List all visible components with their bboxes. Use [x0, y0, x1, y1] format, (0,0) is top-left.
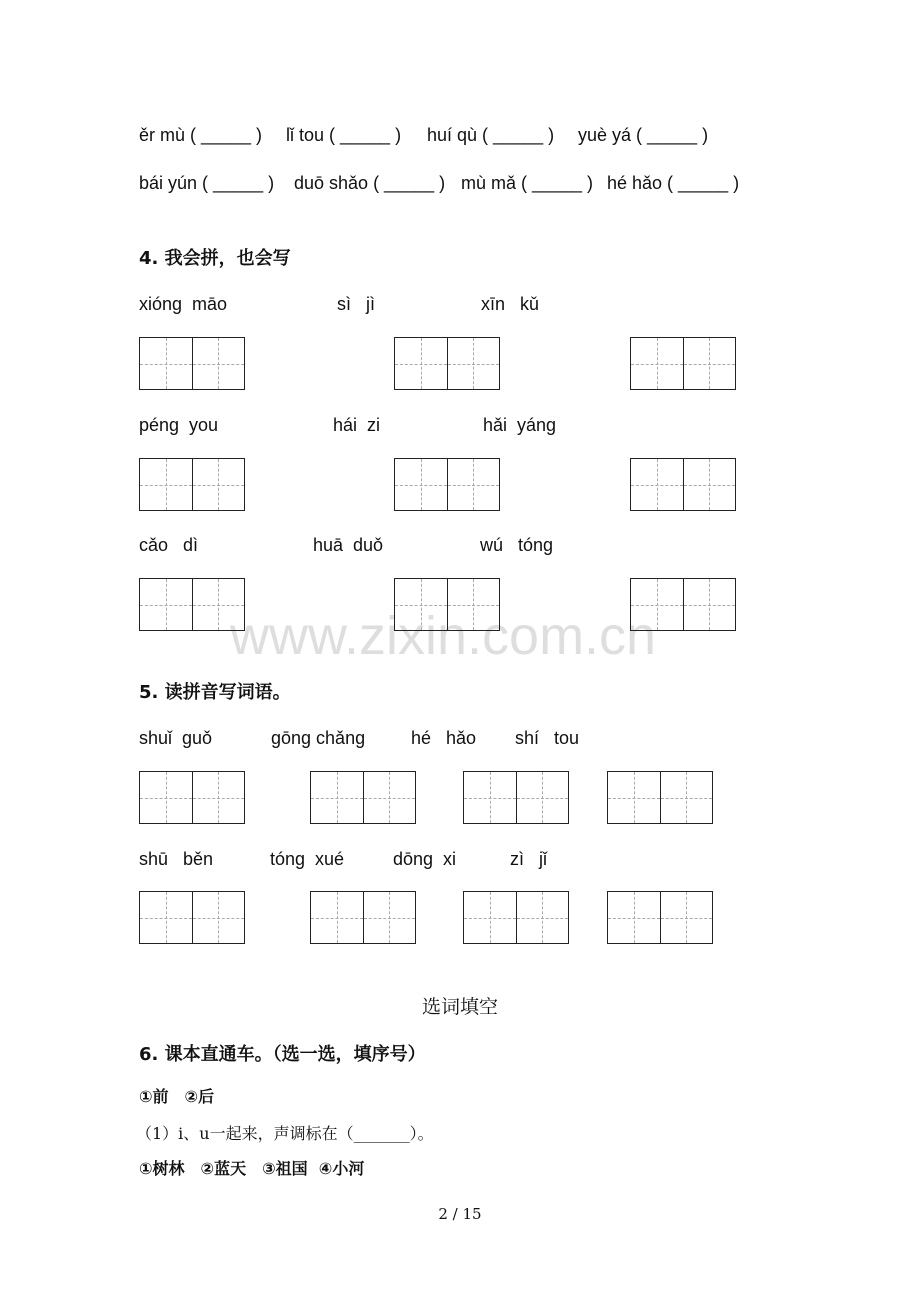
writing-grid[interactable]: [139, 458, 245, 511]
watermark: www.zixin.com.cn: [230, 606, 657, 666]
pinyin-label: péng you: [139, 415, 219, 435]
pinyin-label: gōng chǎng: [271, 728, 366, 748]
pinyin-blank: mù mǎ ( _____ ): [461, 173, 594, 193]
question-line: （1）i、u一起来，声调标在（_______）。: [136, 1124, 434, 1143]
section-4-title: 4. 我会拼，也会写: [139, 248, 291, 269]
writing-grid[interactable]: [139, 771, 245, 824]
writing-grid[interactable]: [394, 337, 500, 390]
writing-grid[interactable]: [139, 891, 245, 944]
options-line: ①树林 ②蓝天 ③祖国 ④小河: [139, 1159, 365, 1178]
writing-grid[interactable]: [463, 771, 569, 824]
pinyin-label: hǎi yáng: [483, 415, 557, 435]
writing-grid[interactable]: [630, 578, 736, 631]
writing-grid[interactable]: [463, 891, 569, 944]
options-line: ①前 ②后: [139, 1087, 215, 1106]
pinyin-label: xīn kǔ: [481, 294, 540, 314]
pinyin-label: sì jì: [337, 294, 376, 314]
writing-grid[interactable]: [310, 771, 416, 824]
writing-grid[interactable]: [394, 578, 500, 631]
pinyin-label: shí tou: [515, 728, 580, 748]
pinyin-label: hái zi: [333, 415, 381, 435]
pinyin-label: tóng xué: [270, 849, 345, 869]
writing-grid[interactable]: [139, 578, 245, 631]
writing-grid[interactable]: [630, 458, 736, 511]
pinyin-label: hé hǎo: [411, 728, 477, 748]
writing-grid[interactable]: [607, 891, 713, 944]
pinyin-blank: lǐ tou ( _____ ): [286, 125, 402, 145]
writing-grid[interactable]: [139, 337, 245, 390]
pinyin-blank: yuè yá ( _____ ): [578, 125, 709, 145]
pinyin-blank: ěr mù ( _____ ): [139, 125, 263, 145]
pinyin-blank: duō shǎo ( _____ ): [294, 173, 446, 193]
pinyin-label: dōng xi: [393, 849, 457, 869]
pinyin-label: zì jǐ: [510, 849, 548, 869]
pinyin-label: wú tóng: [480, 535, 554, 555]
pinyin-label: cǎo dì: [139, 535, 199, 555]
writing-grid[interactable]: [394, 458, 500, 511]
page-number: 2 / 15: [438, 1205, 482, 1223]
writing-grid[interactable]: [607, 771, 713, 824]
section-5-title: 5. 读拼音写词语。: [139, 682, 291, 703]
writing-grid[interactable]: [310, 891, 416, 944]
writing-grid[interactable]: [630, 337, 736, 390]
pinyin-label: shuǐ guǒ: [139, 728, 213, 748]
section-heading: 选词填空: [421, 996, 498, 1018]
section-6-title: 6. 课本直通车。（选一选，填序号）: [139, 1044, 426, 1065]
pinyin-blank: huí qù ( _____ ): [427, 125, 555, 145]
pinyin-blank: bái yún ( _____ ): [139, 173, 275, 193]
pinyin-label: xióng māo: [139, 294, 228, 314]
pinyin-label: shū běn: [139, 849, 214, 869]
pinyin-label: huā duǒ: [313, 535, 384, 555]
pinyin-blank: hé hǎo ( _____ ): [607, 173, 740, 193]
